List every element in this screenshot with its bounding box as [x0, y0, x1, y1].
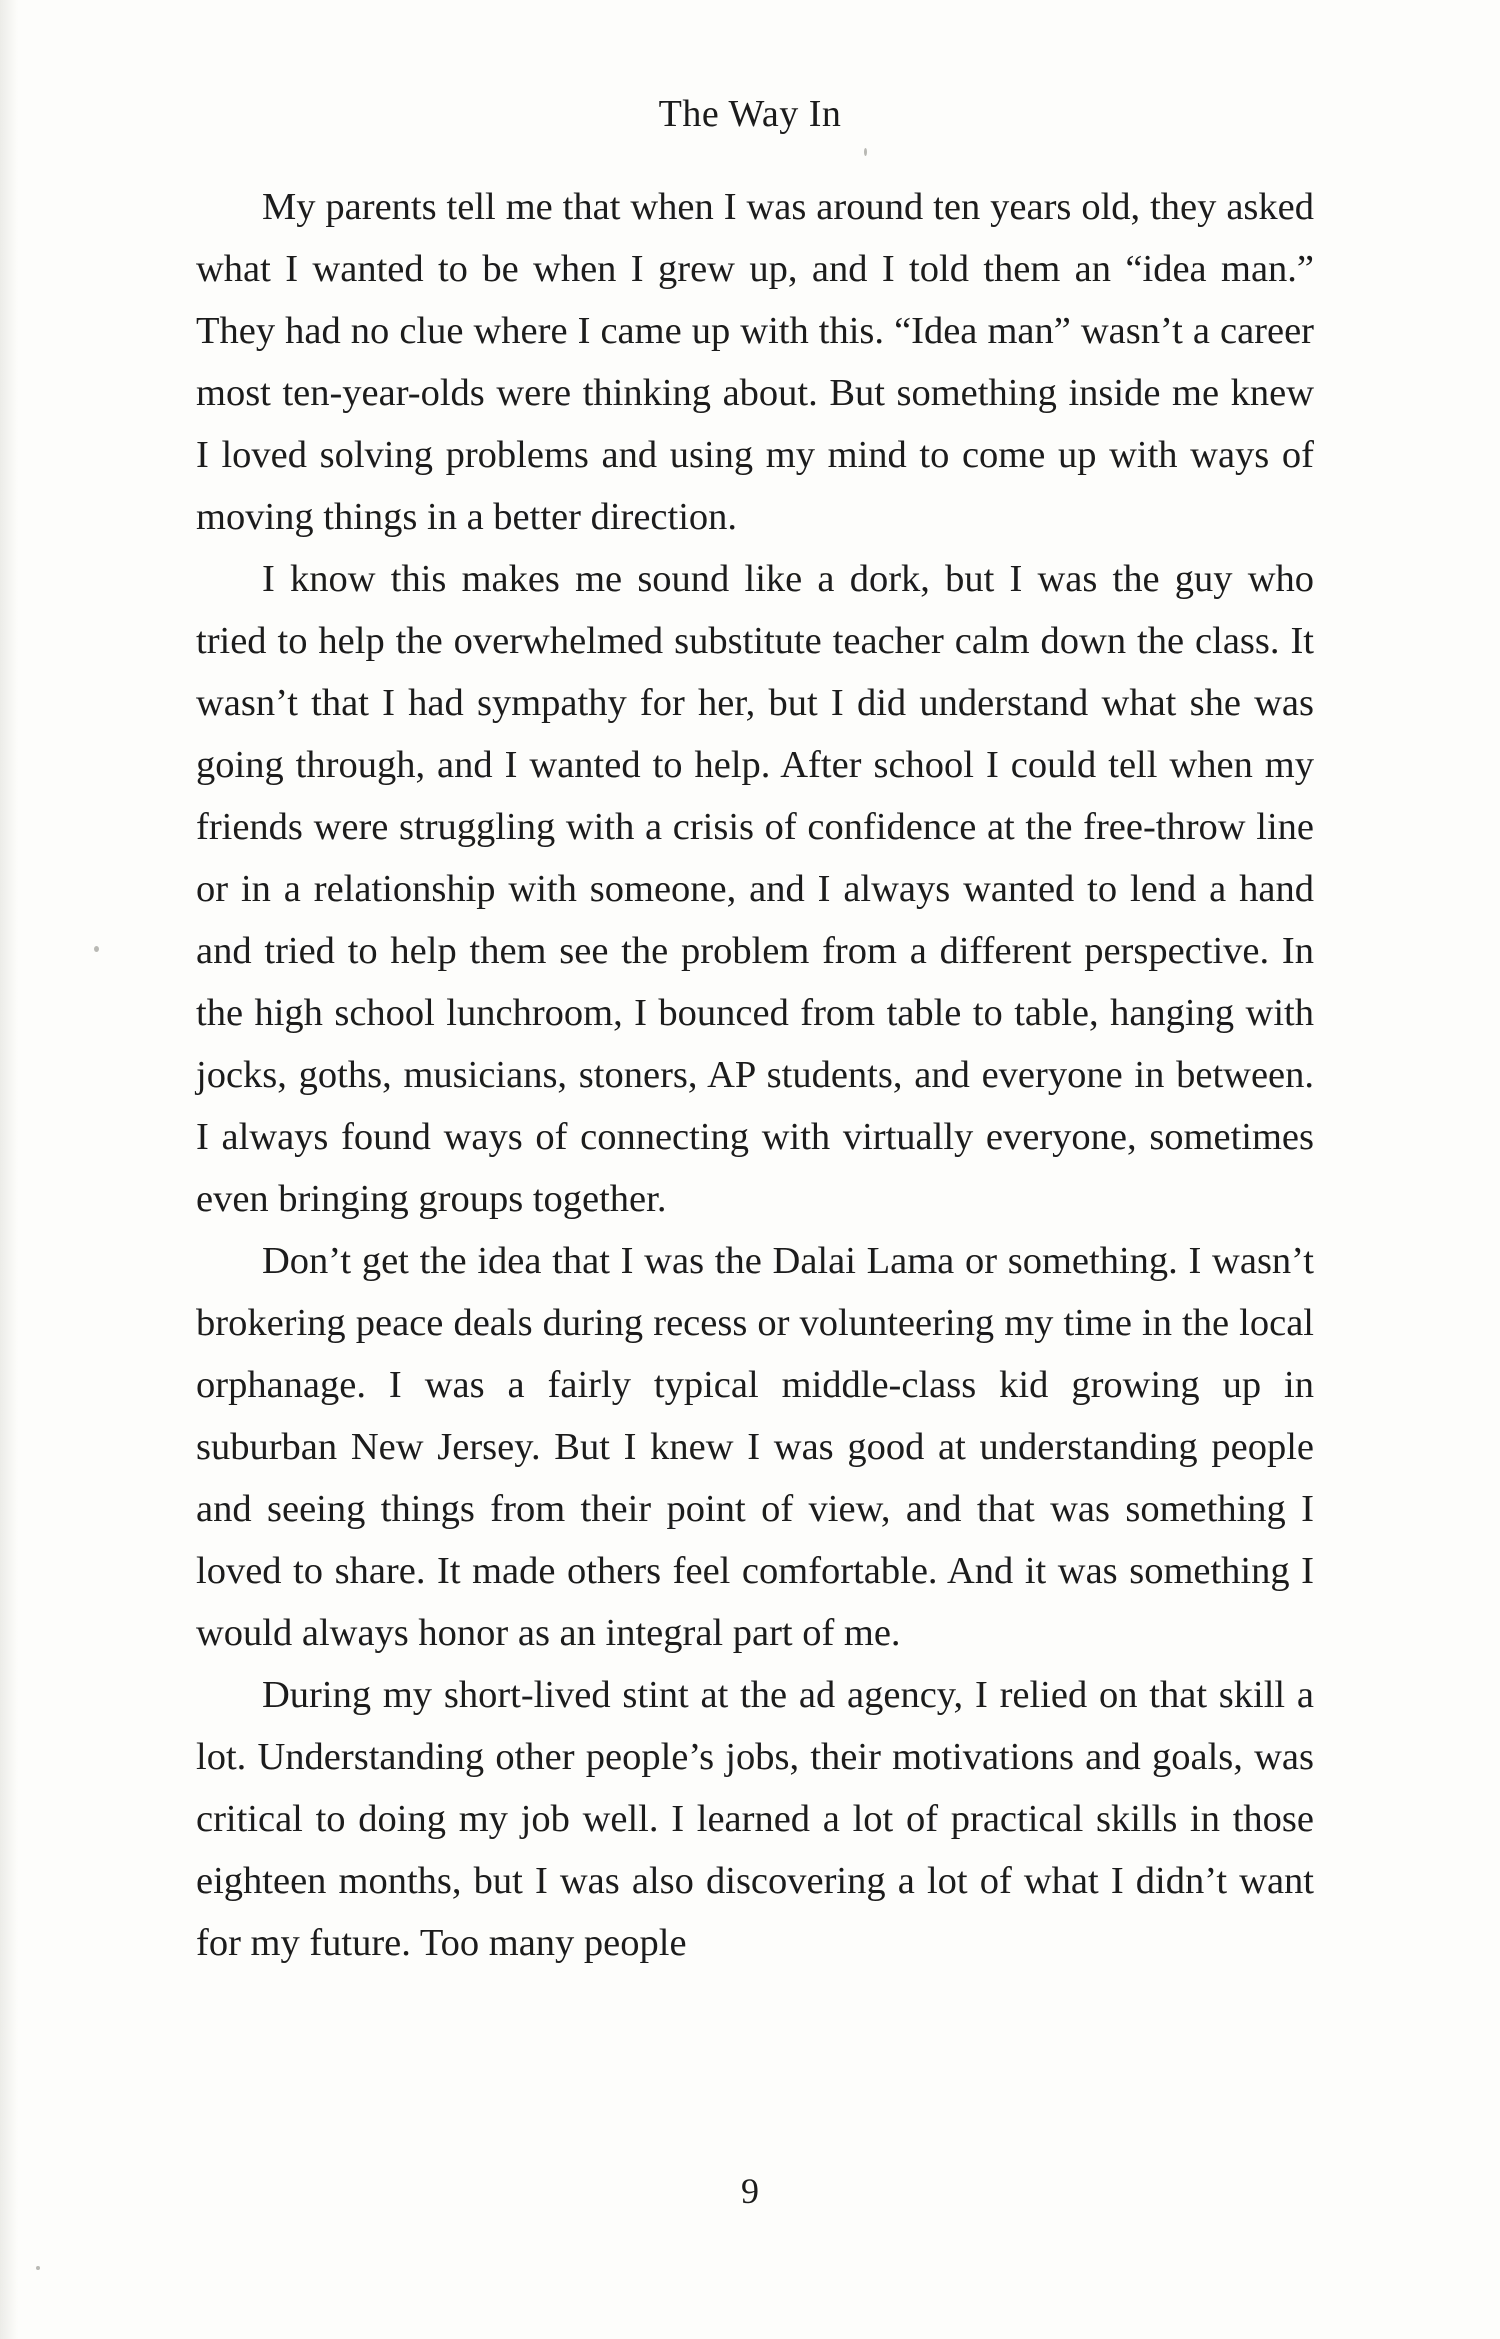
paragraph-4: During my short-lived stint at the ad agency, I relied on that skill a lot. Understanding other people’s jobs, their motivations and goals, was critical to doing my job well. I learned a lot of practical skills in those eighteen months, but I was also discovering a lot of what I didn’t want for my future. Too many people	[196, 1674, 1314, 1964]
paragraph-1: My parents tell me that when I was around ten years old, they asked what I wanted to be when I grew up, and I told them an “idea man.” They had no clue where I came up with this. “Idea man” wasn’t a career most ten-year-olds were thinking about. But something inside me knew I loved solving problems and using my mind to come up with ways of moving things in a better direction.	[196, 186, 1314, 538]
body-text	[196, 176, 1314, 1974]
paper-speck	[94, 946, 99, 952]
running-head: The Way In	[658, 93, 842, 135]
page-number: 9	[741, 2171, 759, 2211]
paper-speck	[36, 2266, 40, 2270]
page-gutter-shadow	[0, 0, 18, 2339]
paper-speck	[864, 148, 867, 156]
paragraph-3: Don’t get the idea that I was the Dalai Lama or something. I wasn’t brokering peace deals during recess or volunteering my time in the local orphanage. I was a fairly typical middle-class kid growing up in suburban New Jersey. But I knew I was good at understanding people and seeing things from their point of view, and that was something I loved to share. It made others feel comfortable. And it was something I would always honor as an integral part of me.	[196, 1240, 1314, 1654]
paragraph-2: I know this makes me sound like a dork, but I was the guy who tried to help the overwhelmed substitute teacher calm down the class. It wasn’t that I had sympathy for her, but I did understand what she was going through, and I wanted to help. After school I could tell when my friends were struggling with a crisis of confidence at the free-throw line or in a relationship with someone, and I always wanted to lend a hand and tried to help them see the problem from a different perspective. In the high school lunchroom, I bounced from table to table, hanging with jocks, goths, musicians, stoners, AP students, and everyone in between. I always found ways of connecting with virtually everyone, sometimes even bringing groups together.	[196, 558, 1314, 1220]
